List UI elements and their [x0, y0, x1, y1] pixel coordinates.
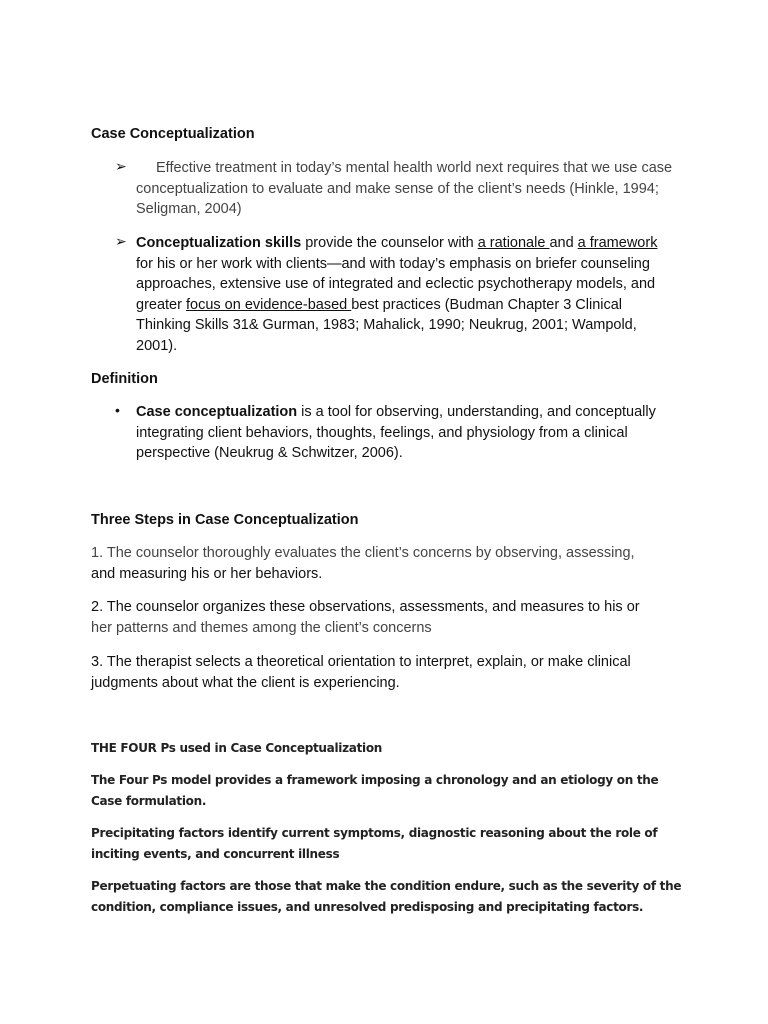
arrow-bullet-icon: ➢ — [115, 233, 127, 249]
dot-bullet-icon: • — [115, 402, 120, 418]
text-run: and — [549, 235, 578, 251]
step-3: 3. The therapist selects a theoretical orientation to interpret, explain, or make clinical judgments about what the client is experiencing. — [91, 654, 631, 691]
heading-three-steps: Three Steps in Case Conceptualization — [91, 512, 359, 528]
underlined-rationale: a rationale — [477, 235, 550, 251]
bullet-conceptualization-skills — [115, 233, 675, 356]
precipitating-factors: Precipitating factors identify current symptoms, diagnostic reasoning about the role of inciting events, and concurrent illness — [91, 826, 658, 861]
perpetuating-factors: Perpetuating factors are those that make the condition endure, such as the severity of the condition, compliance issues, and unresolved predisposing and precipitating factors. — [91, 879, 682, 914]
bullet-definition — [115, 402, 675, 464]
bullet-effective-treatment — [115, 158, 675, 220]
text-run: is a tool for observing, understanding, and conceptually integrating client behaviors, thoughts, feelings, and physiology from a clinical perspective (Neukrug & Schwitzer, 2006). — [136, 404, 656, 461]
four-ps-title: THE FOUR Ps used in Case Conceptualization — [91, 741, 383, 755]
bullet-conceptualization-skills-text — [136, 233, 675, 356]
heading-definition: Definition — [91, 371, 158, 387]
step-1-line-1: 1. The counselor thoroughly evaluates the client’s concerns by observing, assessing, — [91, 545, 635, 561]
step-2 — [91, 597, 681, 638]
text-run: best practices (Budman Chapter 3 Clinical Thinking Skills 31& Gurman, 1983; Mahalick, 1990; Neukrug, 2001; Wampold, 2001). — [136, 296, 637, 354]
bold-lead: Case conceptualization — [136, 404, 298, 420]
underlined-evidence-based: focus on evidence-based — [185, 296, 352, 313]
step-1 — [91, 543, 681, 584]
text-run: provide the counselor with — [301, 235, 478, 251]
heading-case-conceptualization: Case Conceptualization — [91, 126, 255, 142]
bullet-effective-treatment-text: Effective treatment in today’s mental health world next requires that we use case conceptualization to evaluate and make sense of the client’s needs (Hinkle, 1994; Seligman, 2004) — [136, 160, 673, 217]
arrow-bullet-icon: ➢ — [115, 158, 127, 174]
step-2-line-2: her patterns and themes among the client’s concerns — [91, 619, 432, 636]
bold-lead: Conceptualization skills — [136, 235, 302, 251]
step-2-line-1: 2. The counselor organizes these observations, assessments, and measures to his or — [91, 599, 640, 615]
step-1-line-2: and measuring his or her behaviors. — [91, 565, 323, 582]
bullet-definition-text — [136, 402, 675, 464]
underlined-framework: a framework — [577, 235, 658, 251]
text-run: for his or her work with clients—and with today’s emphasis on briefer counseling approaches, extensive use of integrated and eclectic psychotherapy models, and greater — [136, 255, 656, 313]
four-ps-intro: The Four Ps model provides a framework imposing a chronology and an etiology on the Case formulation. — [91, 773, 659, 808]
